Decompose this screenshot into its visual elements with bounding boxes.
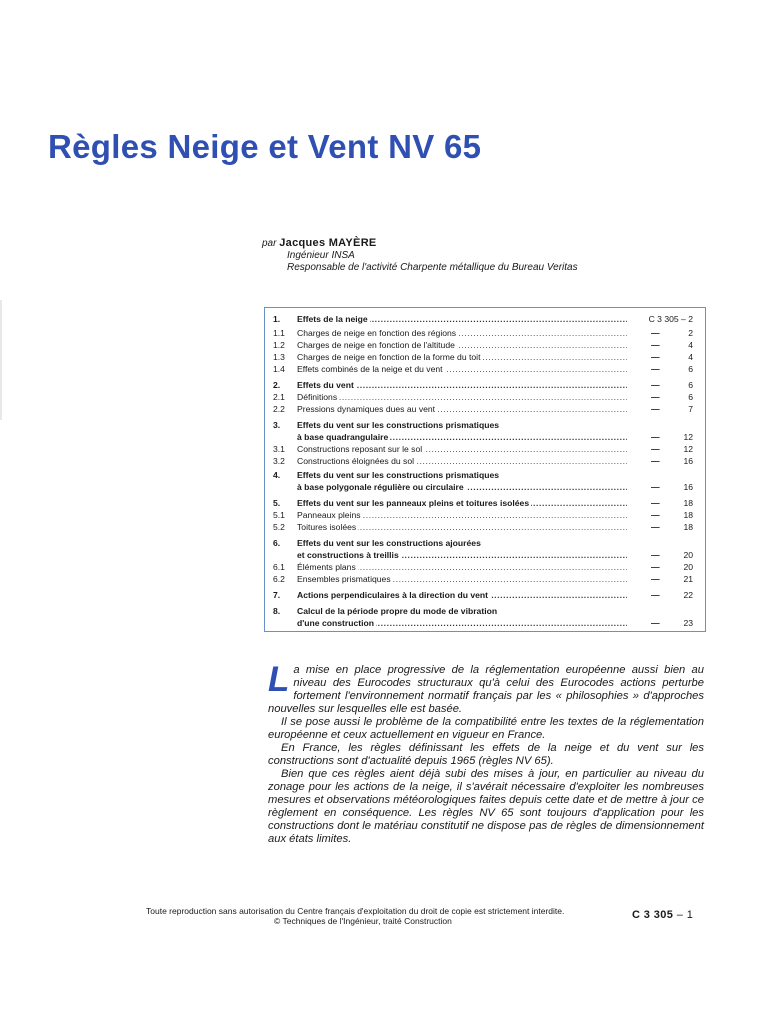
- toc-entry[interactable]: [265, 606, 705, 616]
- toc-entry-title: Effets du vent sur les constructions ajourées: [297, 538, 481, 548]
- toc-entry[interactable]: [265, 538, 705, 548]
- toc-dash: —: [651, 380, 660, 390]
- toc-entry-number: 3.2: [273, 456, 285, 466]
- toc-entry[interactable]: [265, 550, 705, 560]
- toc-entry-number: 2.1: [273, 392, 285, 402]
- toc-entry-page: 12: [683, 444, 693, 454]
- toc-entry-page: 2: [688, 328, 693, 338]
- copyright-line-2: © Techniques de l'Ingénieur, traité Construction: [274, 916, 452, 926]
- toc-dash: —: [651, 510, 660, 520]
- toc-dash: —: [651, 482, 660, 492]
- toc-entry[interactable]: [265, 340, 705, 350]
- toc-entry-title: Définitions .....: [297, 392, 627, 402]
- document-code: C 3 305 – 1: [632, 909, 694, 921]
- toc-dash: —: [651, 562, 660, 572]
- toc-entry-number: 1.3: [273, 352, 285, 362]
- toc-entry[interactable]: [265, 352, 705, 362]
- scan-margin-mark: [0, 300, 2, 420]
- toc-entry-number: 2.: [273, 380, 281, 390]
- toc-entry-number: 4.: [273, 470, 281, 480]
- toc-entry[interactable]: [265, 618, 705, 628]
- author-block: [262, 237, 578, 274]
- toc-entry[interactable]: [265, 510, 705, 520]
- toc-entry[interactable]: [265, 562, 705, 572]
- toc-dash: —: [651, 498, 660, 508]
- toc-entry-title: Effets de la neige .....: [297, 314, 627, 324]
- toc-entry-page: 23: [683, 618, 693, 628]
- toc-dash: —: [651, 590, 660, 600]
- intro-paragraph-1: La mise en place progressive de la réglementation européenne aussi bien au niveau des Eurocodes structuraux qu'à celui des Eurocodes actions perturbe fortement l'environnement normatif français par les « philosophies » d'approches nouvelles sur lesquelles elle est basée.: [268, 660, 704, 715]
- toc-entry-page: 22: [683, 590, 693, 600]
- toc-entry[interactable]: [265, 482, 705, 492]
- toc-entry-title: Éléments plans .....: [297, 562, 627, 572]
- intro-paragraph-3: En France, les règles définissant les effets de la neige et du vent sur les constructions sont d'actualité depuis 1965 (règles NV 65).: [268, 742, 704, 767]
- toc-entry-page: 16: [683, 456, 693, 466]
- toc-entry[interactable]: [265, 420, 705, 430]
- document-title: Règles Neige et Vent NV 65: [48, 128, 482, 165]
- toc-entry-title: Panneaux pleins .....: [297, 510, 627, 520]
- toc-entry[interactable]: [265, 404, 705, 414]
- toc-entry[interactable]: [265, 590, 705, 600]
- toc-entry-title: Effets combinés de la neige et du vent .....: [297, 364, 627, 374]
- toc-dash: —: [651, 618, 660, 628]
- introduction-text: [268, 660, 704, 846]
- toc-entry-number: 6.2: [273, 574, 285, 584]
- toc-dash: —: [651, 364, 660, 374]
- toc-entry-title: Charges de neige en fonction de la forme du toit .....: [297, 352, 627, 362]
- toc-dash: —: [651, 522, 660, 532]
- toc-entry-page: 16: [683, 482, 693, 492]
- toc-entry-number: 6.1: [273, 562, 285, 572]
- toc-dash: —: [651, 456, 660, 466]
- toc-dash: —: [651, 444, 660, 454]
- toc-entry-page: 4: [688, 352, 693, 362]
- toc-entry[interactable]: [265, 522, 705, 532]
- copyright-line-1: Toute reproduction sans autorisation du Centre français d'exploitation du droit de copie est strictement interdite.: [146, 906, 565, 916]
- toc-entry-page: 18: [683, 522, 693, 532]
- toc-entry-page: 6: [688, 364, 693, 374]
- toc-entry-page: 18: [683, 498, 693, 508]
- toc-dash: —: [651, 392, 660, 402]
- toc-entry-page: 18: [683, 510, 693, 520]
- toc-entry-number: 1.4: [273, 364, 285, 374]
- toc-entry-number: 3.: [273, 420, 281, 430]
- toc-dash: —: [651, 574, 660, 584]
- toc-entry-page: 12: [683, 432, 693, 442]
- toc-entry-number: 1.2: [273, 340, 285, 350]
- author-par: par: [262, 238, 277, 249]
- toc-dash: —: [651, 352, 660, 362]
- toc-entry-title: Toitures isolées .....: [297, 522, 627, 532]
- toc-entry[interactable]: [265, 456, 705, 466]
- toc-entry-title: Charges de neige en fonction de l'altitude .....: [297, 340, 627, 350]
- copyright-footer: [146, 906, 606, 926]
- author-role-2: Responsable de l'activité Charpente métallique du Bureau Veritas: [287, 262, 578, 273]
- toc-entry-number: 6.: [273, 538, 281, 548]
- toc-dash: —: [651, 432, 660, 442]
- toc-entry-number: 1.1: [273, 328, 285, 338]
- toc-entry-number: 3.1: [273, 444, 285, 454]
- author-role-1: Ingénieur INSA: [287, 250, 355, 261]
- toc-dash: —: [651, 328, 660, 338]
- toc-entry-page: 6: [688, 392, 693, 402]
- toc-entry-title: et constructions à treillis .....: [297, 550, 627, 560]
- toc-entry-page: 7: [688, 404, 693, 414]
- toc-entry-number: 2.2: [273, 404, 285, 414]
- toc-entry[interactable]: [265, 328, 705, 338]
- toc-entry-page: 20: [683, 562, 693, 572]
- intro-paragraph-2: Il se pose aussi le problème de la compatibilité entre les textes de la réglementation européenne et ceux actuellement en vigueur en France.: [268, 716, 704, 741]
- toc-entry-title: Effets du vent sur les panneaux pleins et toitures isolées .....: [297, 498, 627, 508]
- toc-entry-title: Calcul de la période propre du mode de vibration: [297, 606, 498, 616]
- toc-entry-title: Constructions reposant sur le sol .....: [297, 444, 627, 454]
- toc-entry-title: Pressions dynamiques dues au vent .....: [297, 404, 627, 414]
- toc-entry-title: Charges de neige en fonction des régions .....: [297, 328, 627, 338]
- toc-entry[interactable]: [265, 392, 705, 402]
- toc-entry-title: Ensembles prismatiques .....: [297, 574, 627, 584]
- toc-entry[interactable]: [265, 314, 705, 324]
- toc-entry-title: Constructions éloignées du sol .....: [297, 456, 627, 466]
- drop-cap: L: [268, 660, 290, 699]
- author-name: Jacques MAYÈRE: [279, 237, 377, 249]
- toc-dash: —: [651, 550, 660, 560]
- toc-entry[interactable]: [265, 364, 705, 374]
- intro-paragraph-4: Bien que ces règles aient déjà subi des mises à jour, en particulier au niveau du zonage pour les actions de la neige, il s'avérait nécessaire d'exploiter les nombreuses mesures et observations météorologiques faites depuis cette date et de mettre à jour ce règlement en conséquence. Les règles NV 65 sont toujours d'application pour les constructions dont le matériau constitutif ne dispose pas de règles de dimensionnement aux états limites.: [268, 768, 704, 845]
- toc-entry-title: à base polygonale régulière ou circulaire .....: [297, 482, 627, 492]
- toc-entry[interactable]: [265, 470, 705, 480]
- toc-entry-page: 6: [688, 380, 693, 390]
- toc-entry-number: 5.1: [273, 510, 285, 520]
- toc-entry-number: 1.: [273, 314, 281, 324]
- toc-entry[interactable]: [265, 498, 705, 508]
- toc-entry-page: 21: [683, 574, 693, 584]
- toc-entry[interactable]: [265, 444, 705, 454]
- toc-entry-number: 5.: [273, 498, 281, 508]
- toc-entry[interactable]: [265, 432, 705, 442]
- toc-entry-number: 5.2: [273, 522, 285, 532]
- table-of-contents: [264, 307, 706, 632]
- toc-dash: —: [651, 340, 660, 350]
- toc-entry[interactable]: [265, 380, 705, 390]
- toc-entry-title: Effets du vent sur les constructions prismatiques: [297, 470, 499, 480]
- toc-entry-number: 7.: [273, 590, 281, 600]
- toc-entry[interactable]: [265, 574, 705, 584]
- toc-entry-title: Effets du vent .....: [297, 380, 627, 390]
- toc-entry-title: à base quadrangulaire .....: [297, 432, 627, 442]
- toc-dash: —: [651, 404, 660, 414]
- toc-entry-page: 4: [688, 340, 693, 350]
- toc-entry-title: d'une construction .....: [297, 618, 627, 628]
- toc-entry-title: Actions perpendiculaires à la direction du vent .....: [297, 590, 627, 600]
- toc-first-code: C 3 305 – 2: [648, 314, 693, 324]
- toc-entry-page: 20: [683, 550, 693, 560]
- toc-entry-title: Effets du vent sur les constructions prismatiques: [297, 420, 499, 430]
- toc-entry-number: 8.: [273, 606, 281, 616]
